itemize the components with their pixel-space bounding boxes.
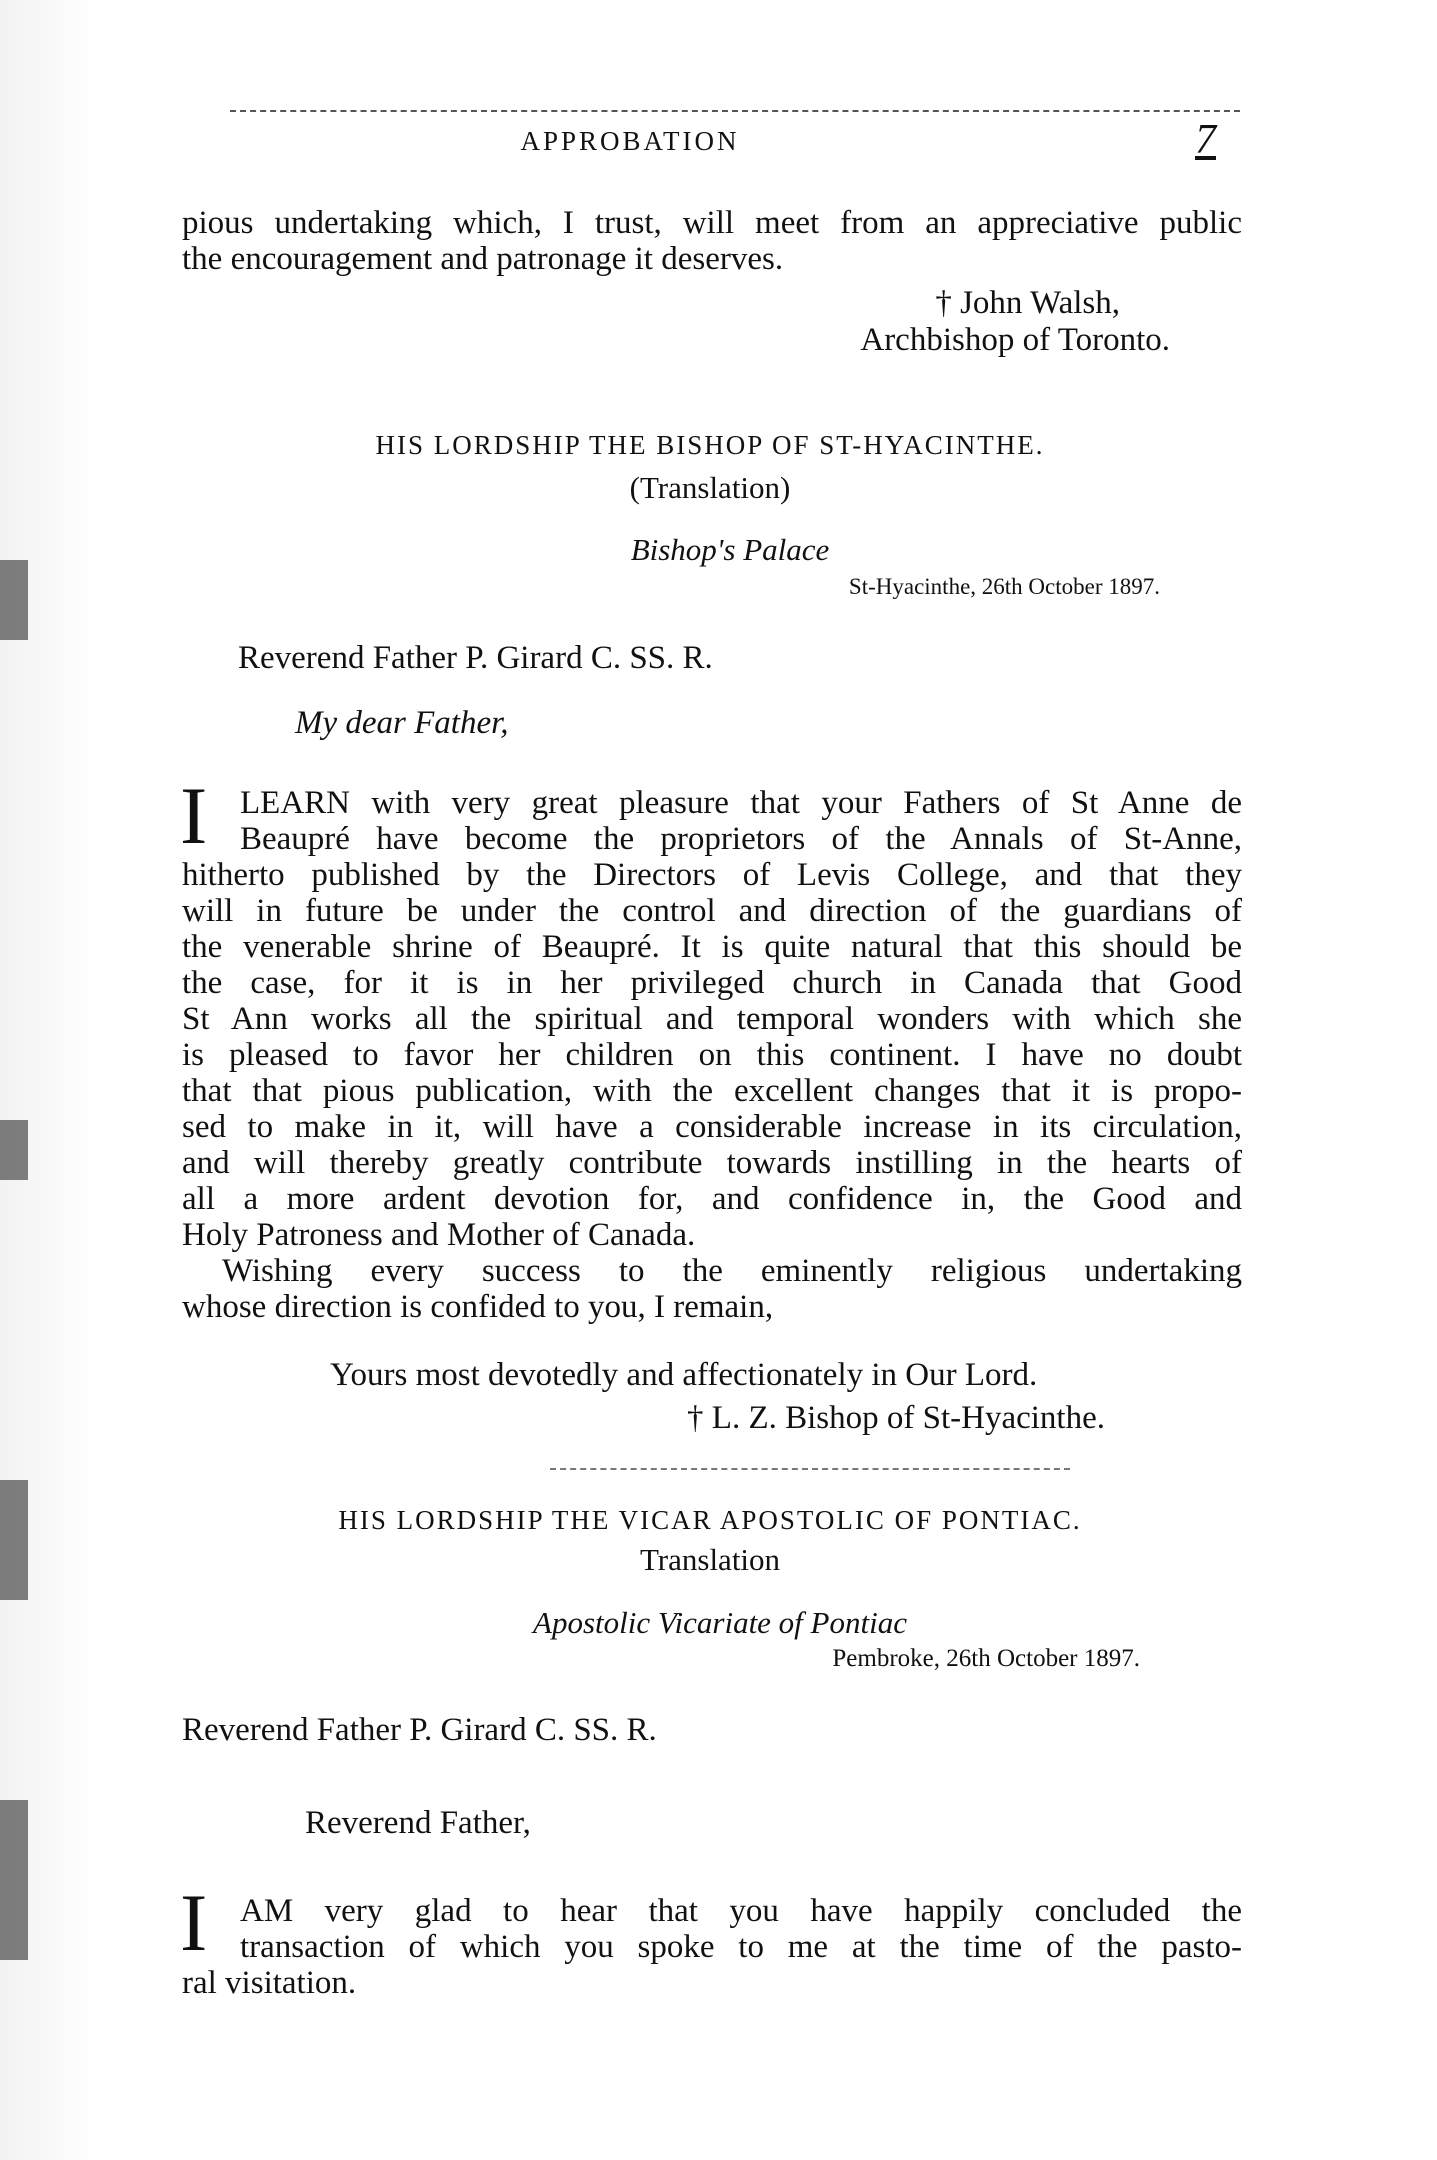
page-number: 7 xyxy=(1195,117,1216,163)
text-line: St Ann works all the spiritual and temporal wonders with which she xyxy=(182,1001,1242,1037)
drop-cap: I xyxy=(180,1877,208,1968)
letter-place: Bishop's Palace xyxy=(630,532,830,567)
scanned-binding-edge xyxy=(0,0,95,2160)
text-line: LEARN with very great pleasure that your Fathers of St Anne de xyxy=(240,785,1242,821)
text-line: is pleased to favor her children on this continent. I have no doubt xyxy=(182,1037,1242,1073)
section-divider xyxy=(550,1468,1070,1470)
text-line: Beaupré have become the proprietors of the Annals of St-Anne, xyxy=(240,821,1242,857)
closing: Yours most devotedly and affectionately in Our Lord. xyxy=(330,1357,1038,1393)
binding-shadow xyxy=(0,560,28,640)
binding-shadow xyxy=(0,1120,28,1180)
text-line: transaction of which you spoke to me at the time of the pasto- xyxy=(240,1929,1242,1965)
letter-heading: HIS LORDSHIP THE VICAR APOSTOLIC OF PONTIAC. xyxy=(338,1505,1082,1535)
text-line: whose direction is confided to you, I remain, xyxy=(182,1289,774,1325)
header-rule xyxy=(230,110,1240,112)
text-line: AM very glad to hear that you have happily concluded the xyxy=(240,1893,1242,1929)
text-line: the case, for it is in her privileged church in Canada that Good xyxy=(182,965,1242,1001)
translation-note: Translation xyxy=(639,1542,781,1577)
signature: † John Walsh, xyxy=(935,285,1120,321)
text-line: hitherto published by the Directors of Levis College, and that they xyxy=(182,857,1242,893)
text-line: will in future be under the control and direction of the guardians of xyxy=(182,893,1242,929)
text-line: that that pious publication, with the excellent changes that it is propo- xyxy=(182,1073,1242,1109)
addressee: Reverend Father P. Girard C. SS. R. xyxy=(238,640,713,676)
text-line: Holy Patroness and Mother of Canada. xyxy=(182,1217,696,1253)
text-line: ral visitation. xyxy=(182,1965,357,2001)
dateline: Pembroke, 26th October 1897. xyxy=(832,1645,1140,1672)
binding-shadow xyxy=(0,1800,28,1960)
letter-heading: HIS LORDSHIP THE BISHOP OF ST-HYACINTHE. xyxy=(375,430,1045,460)
drop-cap: I xyxy=(180,770,208,861)
binding-shadow xyxy=(0,1480,28,1600)
salutation: My dear Father, xyxy=(295,705,509,741)
text-line: and will thereby greatly contribute towards instilling in the hearts of xyxy=(182,1145,1242,1181)
text-line: all a more ardent devotion for, and confidence in, the Good and xyxy=(182,1181,1242,1217)
dateline: St-Hyacinthe, 26th October 1897. xyxy=(848,574,1160,599)
signature: † L. Z. Bishop of St-Hyacinthe. xyxy=(687,1400,1105,1436)
text-line: the encouragement and patronage it deserves. xyxy=(182,241,784,277)
addressee: Reverend Father P. Girard C. SS. R. xyxy=(182,1712,657,1748)
letter-place: Apostolic Vicariate of Pontiac xyxy=(533,1605,907,1640)
text-line: pious undertaking which, I trust, will meet from an appreciative public xyxy=(182,205,1242,241)
signature-title: Archbishop of Toronto. xyxy=(860,322,1170,358)
salutation: Reverend Father, xyxy=(305,1805,531,1841)
text-line: the venerable shrine of Beaupré. It is quite natural that this should be xyxy=(182,929,1242,965)
translation-note: (Translation) xyxy=(629,470,791,505)
text-line: Wishing every success to the eminently religious undertaking xyxy=(222,1253,1242,1289)
text-line: sed to make in it, will have a considerable increase in its circulation, xyxy=(182,1109,1242,1145)
running-head: APPROBATION xyxy=(520,126,740,156)
